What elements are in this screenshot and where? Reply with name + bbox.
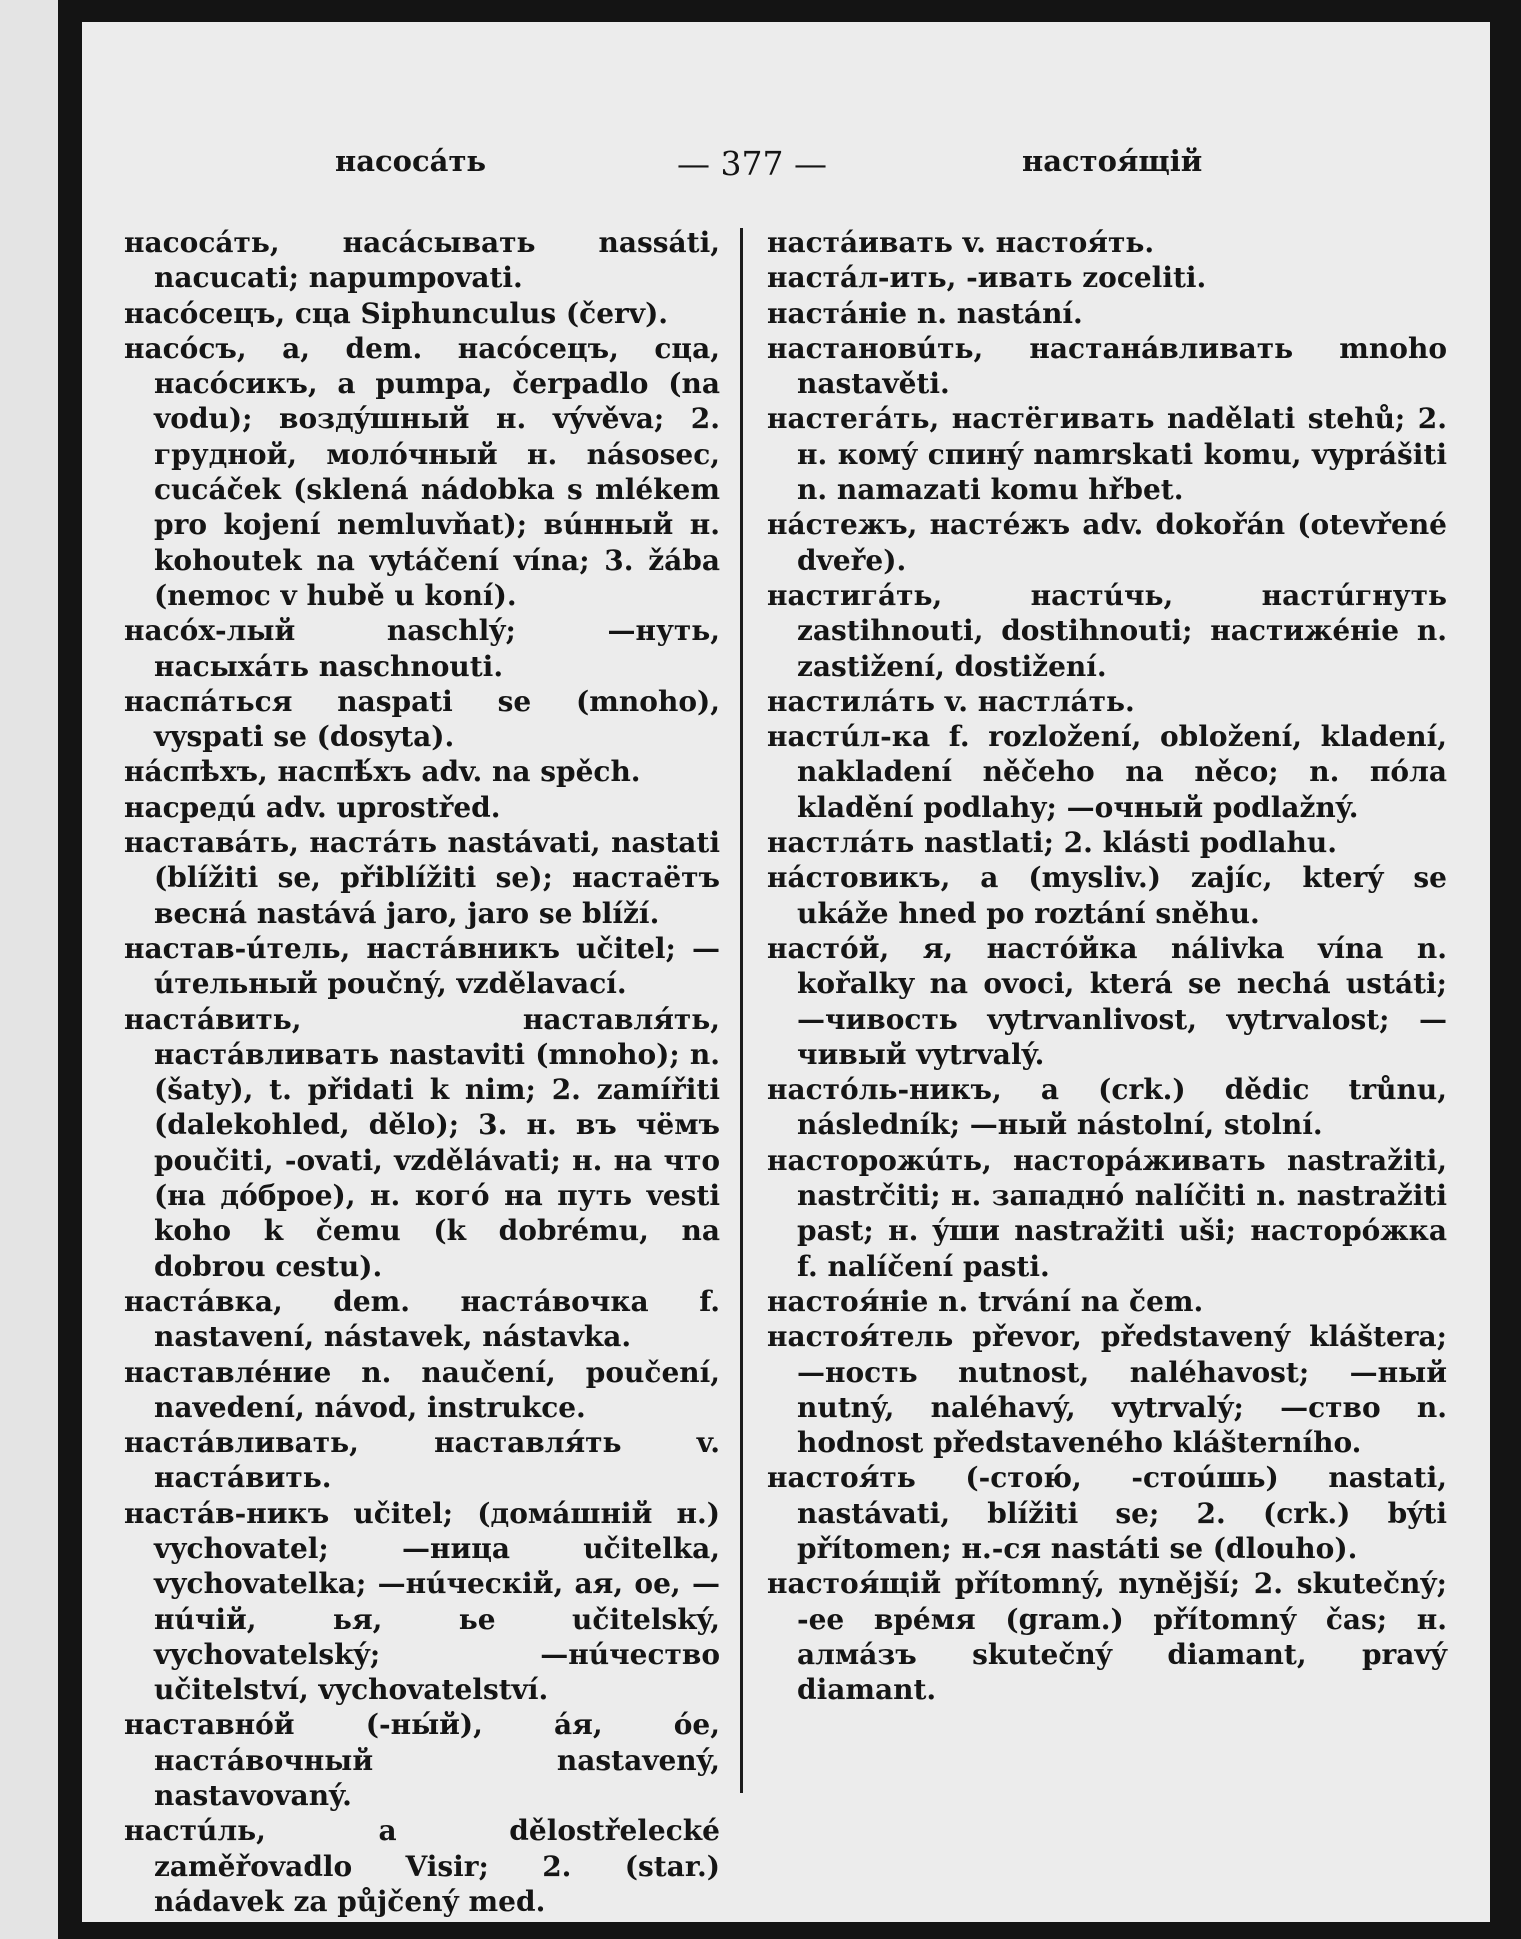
dictionary-entry: настоя́ніе n. trvání na čem. (767, 1284, 1204, 1318)
dictionary-entry: настав-úтель, настáвникъ učitel; —úтельный poučný, vzdělavací. (124, 931, 720, 1001)
dictionary-entry: насóсъ, а, dem. насóсецъ, сца, насóсикъ, a pumpa, čerpadlo (na vodu); воздýшный н. vývěva; 2. грудной, молóчный н. násosec, cucáček (sklená nádobka s mlékem pro kojení nemluvňat); вúнный н. kohoutek na vytáčení vína; 3. žába (nemoc v hubě u koní). (124, 331, 720, 612)
dictionary-entry: настáвливать, наставля́ть v. настáвить. (124, 1426, 720, 1495)
dictionary-entry: настúль, a dělostřelecké zaměřovadlo Visir; 2. (star.) nádavek za půjčený med. (124, 1814, 720, 1918)
dictionary-entry: наставлéние n. naučení, poučení, navedení, návod, instrukce. (124, 1355, 720, 1424)
dictionary-entry: настáивать v. настоя́ть. (767, 226, 1155, 259)
dictionary-entry: нáстовикъ, a (mysliv.) zajíc, který se ukáže hned po roztání sněhu. (767, 861, 1447, 930)
dictionary-entry: наставáть, настáть nastávati, nastati (blížiti se, přiblížiti se); настаётъ веснá nastává jaro, jaro se blíží. (124, 826, 720, 930)
dictionary-entry: настáл-ить, -ивать zoceliti. (767, 261, 1207, 295)
column-divider (740, 228, 743, 1793)
dictionary-entry: настóль-никъ, a (crk.) dědic trůnu, následník; —ный nástolní, stolní. (767, 1073, 1447, 1142)
dictionary-page (82, 22, 1490, 1922)
dictionary-entry: настáвка, dem. настáвочка f. nastavení, nástavek, nástavka. (124, 1284, 720, 1354)
dictionary-entry: насосáть, насáсывать nassáti, nacucati; napumpovati. (124, 226, 720, 295)
dictionary-entry: настановúть, настанáвливать mnoho nastavěti. (767, 331, 1447, 401)
dictionary-entry: настоя́тель převor, představený kláštera; —ность nutnost, naléhavost; —ный nutný, naléhavý, vytrvalý; —ство n. hodnost představeného klášterního. (767, 1320, 1447, 1460)
dictionary-entry: наспáться naspati se (mnoho), vyspati se (dosyta). (124, 684, 720, 754)
dictionary-entry: настегáть, настёгивать nadělati stehů; 2. н. комý спинý namrskati komu, vyprášiti n. namazati komu hřbet. (767, 402, 1447, 507)
running-header (82, 144, 1490, 194)
dictionary-entry: нáспѣхъ, наспѣ́хъ adv. na spěch. (124, 755, 641, 789)
dictionary-entry: насредú adv. uprostřed. (124, 790, 501, 824)
header-right-word: настоя́щій (1022, 144, 1203, 178)
dictionary-entry: нáстежъ, настéжъ adv. dokořán (otevřené dveře). (767, 508, 1447, 577)
right-column (767, 225, 1447, 1707)
dictionary-entry: наставнóй (-ны́й), áя, óе, настáвочный nastavený, nastavovaný. (124, 1708, 720, 1813)
header-left-word: насосáть (335, 144, 487, 178)
dictionary-entry: насторожúть, насторáживать nastražiti, nastrčiti; н. западнó nalíčiti n. nastražiti past; н. ýши nastražiti uši; насторóжка f. nalíčení pasti. (767, 1143, 1447, 1283)
dictionary-entry: настлáть nastlati; 2. klásti podlahu. (767, 826, 1337, 860)
dictionary-entry: насóсецъ, сца Siphunculus (červ). (124, 296, 669, 330)
dictionary-entry: настоя́ть (-стою́, -стоúшь) nastati, nastávati, blížiti se; 2. (crk.) býti přítomen; н.-ся nastáti se (dlouho). (767, 1461, 1447, 1565)
dictionary-entry: насóх-лый naschlý; —нуть, насыхáть naschnouti. (124, 614, 720, 683)
dictionary-entry: настоя́щій přítomný, nynější; 2. skutečný; -ее врéмя (gram.) přítomný čas; н. алмáзъ skutečný diamant, pravý diamant. (767, 1567, 1447, 1707)
dictionary-entry: настúл-ка f. rozložení, obložení, kladení, nakladení něčeho na něco; n. пóла kladění podlahy; —очный podlažný. (767, 720, 1447, 824)
dictionary-entry: настáвить, наставля́ть, настáвливать nastaviti (mnoho); n. (šaty), t. přidati k nim; 2. zamířiti (dalekohled, dělo); 3. н. въ чёмъ poučiti, -ovati, vzdělávati; н. на что (на дóброе), н. когó на путь vesti koho k čemu (k dobrému, na dobrou cestu). (124, 1002, 720, 1283)
dictionary-entry: настигáть, настúчь, настúгнуть zastihnouti, dostihnouti; настижéніе n. zastižení, dostižení. (767, 578, 1447, 683)
dictionary-entry: настáніе n. nastání. (767, 296, 1083, 330)
dictionary-entry: настáв-никъ učitel; (домáшній н.) vychovatel; —ница učitelka, vychovatelka; —нúческій, ая, ое, —нúчій, ья, ье učitelský, vychovatelský; —нúчество učitelství, vychovatelství. (124, 1496, 720, 1707)
dictionary-entry: настóй, я, настóйка nálivka vína n. kořalky na ovoci, která se nechá ustáti; —чивость vytrvanlivost, vytrvalost; —чивый vytrvalý. (767, 931, 1447, 1071)
dictionary-entry: настилáть v. настлáть. (767, 684, 1135, 718)
left-column (124, 225, 720, 1919)
adjacent-page-edge (0, 0, 58, 1939)
page-number: — 377 — (677, 144, 827, 183)
